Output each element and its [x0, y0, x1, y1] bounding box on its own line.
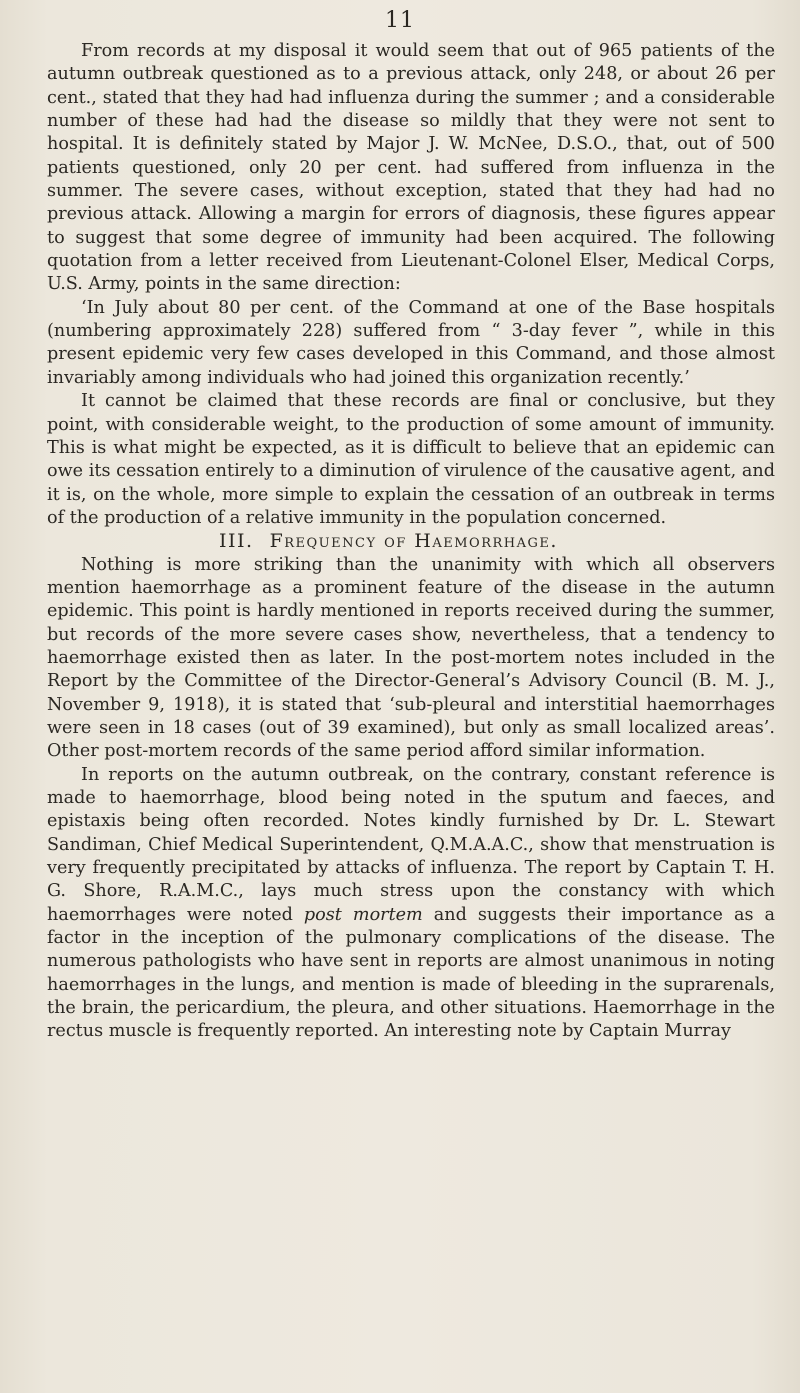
- body-text: [47, 40, 775, 1044]
- paragraph-autumn-reports: [47, 764, 775, 1044]
- page-number: 11: [385, 8, 415, 33]
- paragraph-conclusion: It cannot be claimed that these records are final or conclusive, but they point, with considerable weight, to the production of some amount of immunity. This is what might be expected, as it is difficult to believe that an epidemic can owe its cessation entirely to a diminution of virulence of the causative agent, and it is, on the whole, more simple to explain the cessation of an outbreak in terms of the production of a relative immunity in the population concerned.: [47, 391, 775, 528]
- section-number: III.: [219, 530, 254, 553]
- paragraph-quotation: ‘In July about 80 per cent. of the Command at one of the Base hospitals (numbering approximately 228) suffered from “ 3-day fever ”, while in this present epidemic very few cases developed in this Command, and those almost invariably among individuals who had joined this organization recently.’: [47, 297, 775, 388]
- paragraph-autumn-reports-part-a: In reports on the autumn outbreak, on the contrary, constant reference is made to haemorrhage, blood being noted in the sputum and faeces, and epistaxis being often recorded. Notes kindly furnished by Dr. L. Stewart Sandiman, Chief Medical Superintendent, Q.M.A.A.C., show that menstruation is very frequently precipitated by attacks of influenza. The report by Captain T. H. G. Shore, R.A.M.C., lays much stress upon the constancy with which haemorrhages were noted: [47, 764, 775, 925]
- section-heading: [47, 530, 775, 553]
- paragraph-haemorrhage-observers: Nothing is more striking than the unanimity with which all observers mention haemorrhage as a prominent feature of the disease in the autumn epidemic. This point is hardly mentioned in reports received during the summer, but records of the more severe cases show, nevertheless, that a tendency to haemorrhage existed then as later. In the post-mortem notes included in the Report by the Committee of the Director-General’s Advisory Council (B. M. J., November 9, 1918), it is stated that ‘sub-pleural and interstitial haemorrhages were seen in 18 cases (out of 39 examined), but only as small localized areas’. Other post-mortem records of the same period afford similar information.: [47, 554, 775, 762]
- paragraph-immunity-records: From records at my disposal it would seem that out of 965 patients of the autumn outbreak questioned as to a previous attack, only 248, or about 26 per cent., stated that they had had influenza during the summer ; and a considerable number of these had had the disease so mildly that they were not sent to hospital. It is definitely stated by Major J. W. McNee, D.S.O., that, out of 500 patients questioned, only 20 per cent. had suffered from influenza in the summer. The severe cases, without exception, stated that they had had no previous attack. Allowing a margin for errors of diagnosis, these figures appear to suggest that some degree of immunity had been acquired. The following quotation from a letter received from Lieutenant-Colonel Elser, Medical Corps, U.S. Army, points in the same direction:: [47, 41, 775, 295]
- italic-post-mortem: post mortem: [303, 904, 423, 925]
- section-title: Frequency of Haemorrhage.: [269, 530, 558, 553]
- paragraph-autumn-reports-part-b: and suggests their importance as a factor in the inception of the pulmonary complications of the disease. The numerous pathologists who have sent in reports are almost unanimous in noting haemorrhages in the lungs, and mention is made of bleeding in the suprarenals, the brain, the pericardium, the pleura, and other situations. Haemorrhage in the rectus muscle is frequently reported. An interesting note by Captain Murray: [47, 904, 776, 1042]
